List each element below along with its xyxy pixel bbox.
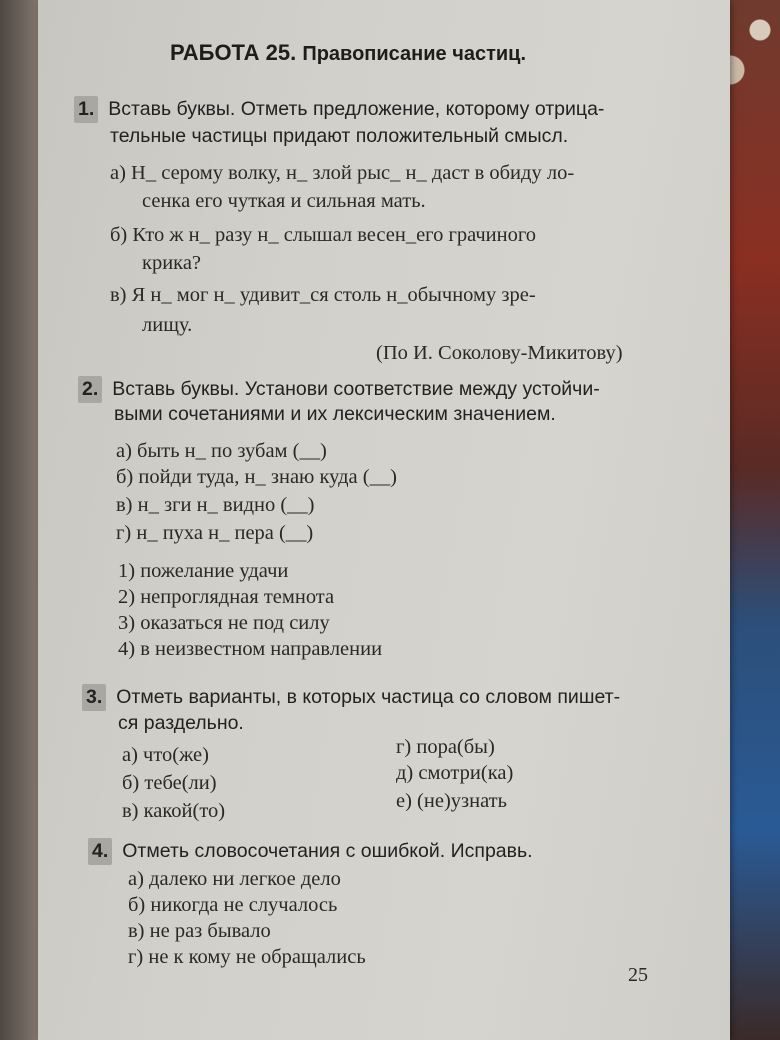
- q1-line-b: б) Кто ж н_ разу н_ слышал весен_его грачиного: [110, 224, 537, 246]
- q4-item-d: г) не к кому не обращались: [128, 946, 366, 968]
- q2-meaning-3: 3) оказаться не под силу: [118, 612, 330, 634]
- work-topic: Правописание частиц.: [302, 43, 527, 65]
- q1-prompt-line1: Вставь буквы. Отметь предложение, которому отрица-: [108, 98, 605, 120]
- q2-meaning-1: 1) пожелание удачи: [118, 560, 289, 582]
- q3-option-e: д) смотри(ка): [396, 762, 514, 784]
- q1-prompt: [74, 96, 604, 123]
- q2-meaning-2: 2) непроглядная темнота: [118, 586, 335, 608]
- page-number: 25: [628, 964, 648, 986]
- q4-prompt-line: Отметь словосочетания с ошибкой. Исправь.: [122, 840, 533, 862]
- q1-line-c-cont: лищу.: [142, 314, 193, 336]
- q2-meaning-4: 4) в неизвестном направлении: [118, 638, 383, 660]
- q2-phrase-d: г) н_ пуха н_ пера (__): [116, 522, 314, 544]
- q2-prompt-line1: Вставь буквы. Установи соответствие между устойчи-: [112, 378, 600, 400]
- q1-line-a-cont: сенка его чуткая и сильная мать.: [142, 190, 426, 212]
- q4-item-a: а) далеко ни легкое дело: [128, 868, 341, 890]
- q1-line-c: в) Я н_ мог н_ удивит_ся столь н_обычному зре-: [110, 284, 536, 306]
- q2-phrase-b: б) пойди туда, н_ знаю куда (__): [116, 466, 397, 488]
- q3-option-b: б) тебе(ли): [122, 772, 217, 794]
- q2-number: 2.: [78, 376, 102, 403]
- q1-number: 1.: [74, 96, 98, 123]
- q3-option-f: е) (не)узнать: [396, 790, 507, 812]
- background-left: [0, 0, 40, 1040]
- q3-option-a: а) что(же): [122, 744, 209, 766]
- q2-prompt-line2: выми сочетаниями и их лексическим значением.: [114, 403, 556, 425]
- q4-number: 4.: [88, 838, 112, 865]
- q4-prompt: [88, 838, 533, 865]
- page-title: [170, 40, 526, 66]
- q3-option-c: в) какой(то): [122, 800, 226, 822]
- q2-prompt: [78, 376, 600, 403]
- q3-option-d: г) пора(бы): [396, 736, 495, 758]
- workbook-page: [38, 0, 730, 1040]
- work-number: РАБОТА 25.: [170, 40, 297, 65]
- q2-phrase-a: а) быть н_ по зубам (__): [116, 440, 327, 462]
- q4-item-b: б) никогда не случалось: [128, 894, 338, 916]
- q3-number: 3.: [82, 684, 106, 711]
- q1-source: (По И. Соколову-Микитову): [376, 342, 623, 364]
- q3-prompt-line1: Отметь варианты, в которых частица со словом пишет-: [116, 686, 621, 708]
- q3-prompt: [82, 684, 620, 711]
- q3-prompt-line2: ся раздельно.: [118, 712, 244, 734]
- q1-prompt-line2: тельные частицы придают положительный смысл.: [110, 125, 569, 147]
- q1-line-a: а) Н_ серому волку, н_ злой рыс_ н_ даст в обиду ло-: [110, 162, 575, 184]
- q2-phrase-c: в) н_ зги н_ видно (__): [116, 494, 315, 516]
- q1-line-b-cont: крика?: [142, 252, 202, 274]
- q4-item-c: в) не раз бывало: [128, 920, 271, 942]
